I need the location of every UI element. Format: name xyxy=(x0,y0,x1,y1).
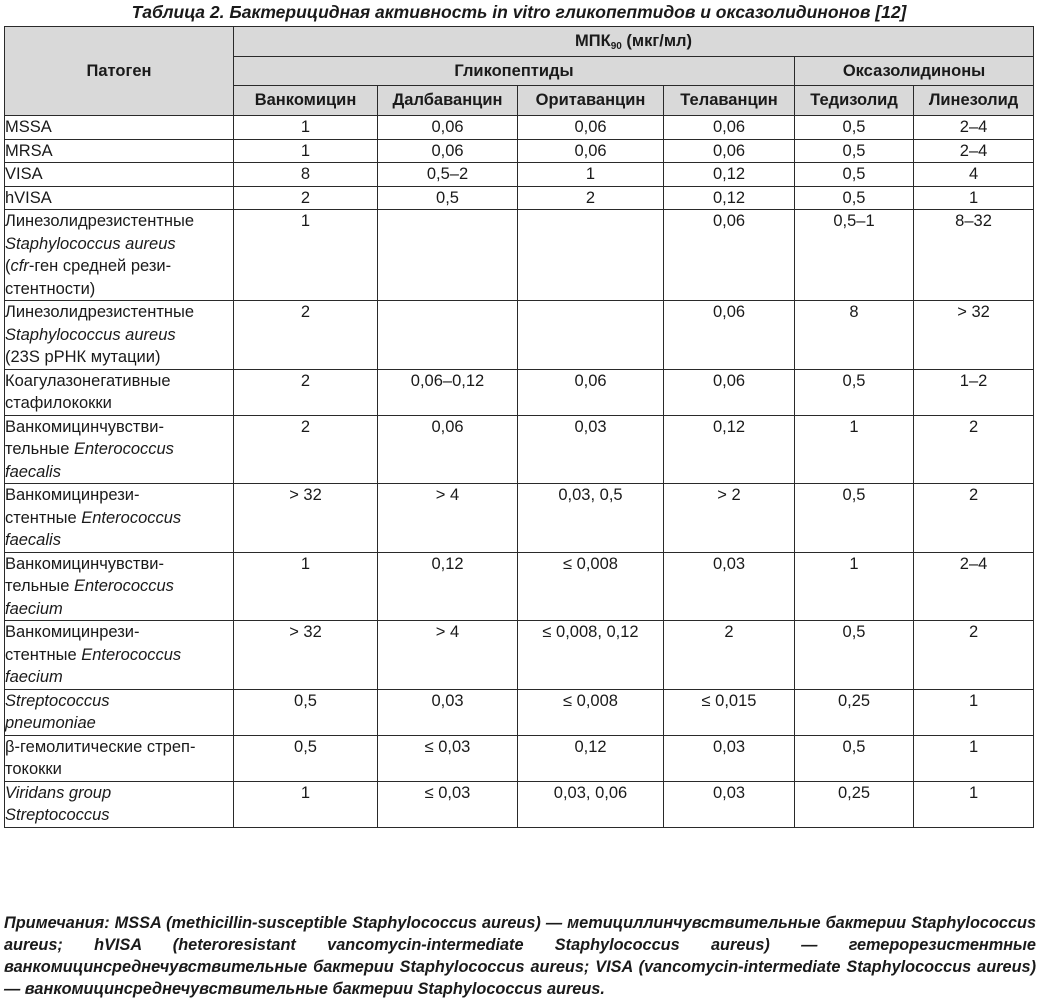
pathogen-line: тельные Enterococcus xyxy=(5,577,174,595)
pathogen-line: тококки xyxy=(5,760,62,778)
mic-value: 0,5 xyxy=(795,369,914,415)
mic-value: 0,06 xyxy=(518,116,664,140)
mic-value: 1 xyxy=(914,186,1034,210)
mic-value: 2 xyxy=(914,415,1034,484)
pathogen-line: Streptococcus xyxy=(5,691,110,710)
mic-value: 0,5 xyxy=(378,186,518,210)
mic-value: 1 xyxy=(795,415,914,484)
pathogen-cell xyxy=(5,186,234,210)
mic-value: 0,06 xyxy=(518,369,664,415)
pathogen-line: Линезолидрезистентные xyxy=(5,212,195,230)
mic-value: 0,5 xyxy=(795,735,914,781)
pathogen-line: Viridans group xyxy=(5,783,112,802)
header-group-glycopeptides: Гликопептиды xyxy=(234,57,795,86)
mic-value: 0,06 xyxy=(664,139,795,163)
mic-value: 0,06 xyxy=(664,210,795,301)
mic-value: 2 xyxy=(234,369,378,415)
pathogen-cell xyxy=(5,781,234,827)
pathogen-line: hVISA xyxy=(5,188,52,207)
mic-value: 2–4 xyxy=(914,116,1034,140)
mic-value: 8 xyxy=(234,163,378,187)
table-row xyxy=(5,186,1034,210)
pathogen-line: Ванкомицинчувстви- xyxy=(5,417,164,436)
table-notes: Примечания: MSSA (methicillin-susceptible Staphylococcus aureus) — метициллинчувствительные бактерии Staphylococcus aureus; hVISA (heteroresistant vancomycin-intermediate Staphylococcus aureus) — гетерорезистентные ванкомицинсреднечувствительные бактерии Staphylococcus aureus; VISA (vancomycin-intermediate Staphylococcus aureus) — ванкомицинсреднечувствительные бактерии Staphylococcus aureus. xyxy=(4,914,1036,998)
table-row xyxy=(5,689,1034,735)
mic-label: МПК xyxy=(575,31,611,50)
table-row xyxy=(5,484,1034,553)
mic-value: 0,12 xyxy=(664,186,795,210)
header-drug: Линезолид xyxy=(914,86,1034,116)
pathogen-line: стафилококки xyxy=(5,394,112,412)
mic-value: 1 xyxy=(234,116,378,140)
header-drug: Тедизолид xyxy=(795,86,914,116)
pathogen-cell xyxy=(5,735,234,781)
header-drug: Телаванцин xyxy=(664,86,795,116)
pathogen-cell xyxy=(5,621,234,690)
mic-value: ≤ 0,008, 0,12 xyxy=(518,621,664,690)
mic-value: ≤ 0,015 xyxy=(664,689,795,735)
mic-value: 1 xyxy=(518,163,664,187)
mic-value: 1 xyxy=(914,781,1034,827)
header-pathogen: Патоген xyxy=(5,27,234,116)
header-drug: Оритаванцин xyxy=(518,86,664,116)
mic-value: 0,25 xyxy=(795,689,914,735)
pathogen-line: Ванкомицинрези- xyxy=(5,623,140,641)
pathogen-cell xyxy=(5,163,234,187)
mic-value: > 32 xyxy=(234,621,378,690)
mic-value: 2 xyxy=(234,186,378,210)
mic-value: 0,5 xyxy=(795,139,914,163)
pathogen-line: MSSA xyxy=(5,118,52,136)
mic-value: 0,5 xyxy=(795,621,914,690)
mic-value xyxy=(378,301,518,370)
mic-value: 0,12 xyxy=(378,552,518,621)
mic-value: 1 xyxy=(914,735,1034,781)
mic-value: 2 xyxy=(234,415,378,484)
pathogen-line: Линезолидрезистентные xyxy=(5,303,195,321)
mic-value: 0,03 xyxy=(664,552,795,621)
mic-units: (мкг/мл) xyxy=(621,31,693,50)
mic-value: ≤ 0,008 xyxy=(518,689,664,735)
mic-value: > 4 xyxy=(378,484,518,553)
mic-value: 0,5 xyxy=(795,186,914,210)
table-caption: Таблица 2. Бактерицидная активность in vitro гликопептидов и оксазолидинонов [12] xyxy=(131,2,907,22)
pathogen-line: faecalis xyxy=(5,462,61,481)
table-row xyxy=(5,210,1034,301)
pathogen-line: Streptococcus xyxy=(5,806,110,824)
pathogen-line: Коагулазонегативные xyxy=(5,371,171,390)
mic-value: 0,5 xyxy=(795,484,914,553)
pathogen-line: стентные Enterococcus xyxy=(5,508,182,527)
mic-value: 0,25 xyxy=(795,781,914,827)
pathogen-line: (23S рРНК мутации) xyxy=(5,348,161,366)
mic-value: > 2 xyxy=(664,484,795,553)
pathogen-line: pneumoniae xyxy=(5,714,96,732)
mic-value: 2 xyxy=(914,484,1034,553)
mic-value: > 32 xyxy=(234,484,378,553)
pathogen-line: (cfr-ген средней рези- xyxy=(5,257,172,275)
mic-value: 0,5 xyxy=(234,689,378,735)
table-row xyxy=(5,552,1034,621)
mic-value: 1 xyxy=(795,552,914,621)
pathogen-line: Staphylococcus aureus xyxy=(5,325,176,344)
header-drug: Ванкомицин xyxy=(234,86,378,116)
mic-value: 0,03 xyxy=(518,415,664,484)
mic-value: 4 xyxy=(914,163,1034,187)
table-row xyxy=(5,369,1034,415)
pathogen-line: β-гемолитические стреп- xyxy=(5,737,196,756)
mic-value: 2 xyxy=(518,186,664,210)
pathogen-line: faecium xyxy=(5,599,63,618)
pathogen-cell xyxy=(5,301,234,370)
mic-value: 0,03 xyxy=(664,781,795,827)
mic-value: > 4 xyxy=(378,621,518,690)
pathogen-line: faecium xyxy=(5,668,63,686)
mic-value: 0,03 xyxy=(664,735,795,781)
pathogen-line: Staphylococcus aureus xyxy=(5,234,176,253)
mic-value: ≤ 0,008 xyxy=(518,552,664,621)
mic-value: 8–32 xyxy=(914,210,1034,301)
mic-value: 0,5 xyxy=(234,735,378,781)
table-row xyxy=(5,621,1034,690)
header-group-oxazolidinones: Оксазолидиноны xyxy=(795,57,1034,86)
mic-value: 2 xyxy=(664,621,795,690)
mic-value: 8 xyxy=(795,301,914,370)
mic-subscript: 90 xyxy=(610,40,622,52)
mic-value: 2–4 xyxy=(914,552,1034,621)
mic-value: ≤ 0,03 xyxy=(378,735,518,781)
mic-value: 1 xyxy=(234,210,378,301)
pathogen-line: тельные Enterococcus xyxy=(5,440,174,458)
mic-value: 0,06 xyxy=(664,116,795,140)
pathogen-line: стентности) xyxy=(5,279,96,298)
mic-value: 0,03, 0,06 xyxy=(518,781,664,827)
mic-value: 2 xyxy=(914,621,1034,690)
table-row xyxy=(5,116,1034,140)
mic-value: 0,12 xyxy=(518,735,664,781)
mic-value: 1–2 xyxy=(914,369,1034,415)
table-row xyxy=(5,415,1034,484)
mic-value: 1 xyxy=(234,139,378,163)
mic-value: 0,03, 0,5 xyxy=(518,484,664,553)
mic-value: 0,06–0,12 xyxy=(378,369,518,415)
pathogen-line: Ванкомицинрези- xyxy=(5,486,140,504)
pathogen-cell xyxy=(5,689,234,735)
mic-value: 0,5–2 xyxy=(378,163,518,187)
mic-value: 1 xyxy=(234,781,378,827)
pathogen-cell xyxy=(5,415,234,484)
pathogen-cell xyxy=(5,369,234,415)
pathogen-cell xyxy=(5,484,234,553)
pathogen-line: Ванкомицинчувстви- xyxy=(5,554,164,573)
mic-value: 0,06 xyxy=(378,116,518,140)
table-row xyxy=(5,301,1034,370)
mic-value xyxy=(518,301,664,370)
mic-value: 1 xyxy=(234,552,378,621)
mic-value: 0,12 xyxy=(664,163,795,187)
mic-value: 0,06 xyxy=(378,415,518,484)
mic-value: 0,06 xyxy=(378,139,518,163)
pathogen-line: стентные Enterococcus xyxy=(5,645,182,664)
mic-value: 0,5–1 xyxy=(795,210,914,301)
pathogen-cell xyxy=(5,116,234,140)
header-mic xyxy=(234,27,1034,57)
mic-value: 0,03 xyxy=(378,689,518,735)
mic-value: 0,06 xyxy=(518,139,664,163)
mic-value: 0,06 xyxy=(664,369,795,415)
mic-value xyxy=(378,210,518,301)
table-row xyxy=(5,139,1034,163)
pathogen-cell xyxy=(5,139,234,163)
mic-value: ≤ 0,03 xyxy=(378,781,518,827)
table-row xyxy=(5,163,1034,187)
table-row xyxy=(5,781,1034,827)
mic-value: 1 xyxy=(914,689,1034,735)
mic-table xyxy=(4,26,1034,828)
mic-value: 2–4 xyxy=(914,139,1034,163)
mic-value: 0,5 xyxy=(795,163,914,187)
pathogen-line: MRSA xyxy=(5,141,53,160)
mic-value: 0,06 xyxy=(664,301,795,370)
mic-value: 2 xyxy=(234,301,378,370)
pathogen-line: faecalis xyxy=(5,531,61,549)
mic-value xyxy=(518,210,664,301)
pathogen-line: VISA xyxy=(5,165,43,183)
pathogen-cell xyxy=(5,552,234,621)
mic-value: 0,5 xyxy=(795,116,914,140)
pathogen-cell xyxy=(5,210,234,301)
header-drug: Далбаванцин xyxy=(378,86,518,116)
mic-value: 0,12 xyxy=(664,415,795,484)
mic-value: > 32 xyxy=(914,301,1034,370)
table-row xyxy=(5,735,1034,781)
